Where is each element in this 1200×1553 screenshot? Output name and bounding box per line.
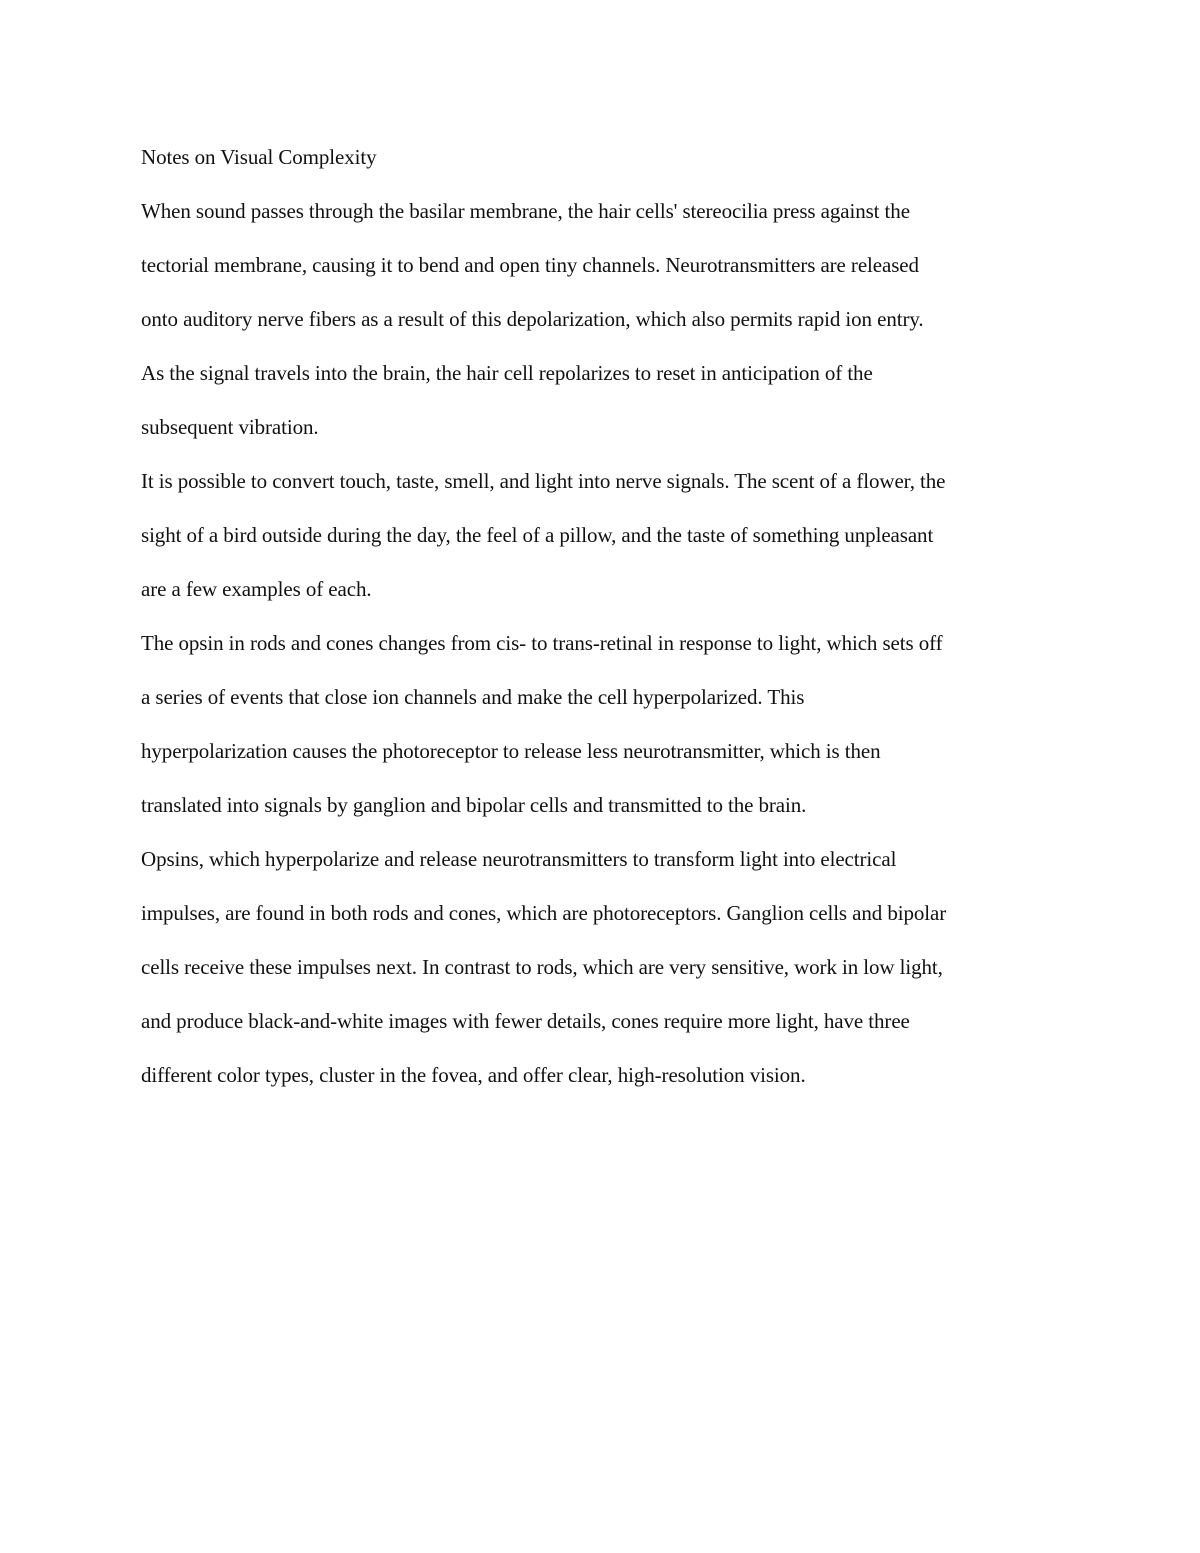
text-line: subsequent vibration. [141,415,319,439]
text-line: tectorial membrane, causing it to bend and open tiny channels. Neurotransmitters are released [141,253,919,277]
document-body [141,130,1066,1102]
text-line: different color types, cluster in the fovea, and offer clear, high-resolution vision. [141,1063,806,1087]
text-line: are a few examples of each. [141,577,372,601]
document-title: Notes on Visual Complexity [141,145,377,169]
text-line: It is possible to convert touch, taste, smell, and light into nerve signals. The scent of a flower, the [141,469,946,493]
text-line: The opsin in rods and cones changes from cis- to trans-retinal in response to light, which sets off [141,631,943,655]
text-line: impulses, are found in both rods and cones, which are photoreceptors. Ganglion cells and bipolar [141,901,947,925]
text-line: cells receive these impulses next. In contrast to rods, which are very sensitive, work in low light, [141,955,943,979]
paragraph-4 [141,832,1066,1102]
text-line: When sound passes through the basilar membrane, the hair cells' stereocilia press against the [141,199,910,223]
paragraph-2 [141,454,1066,616]
paragraph-3 [141,616,1066,832]
text-line: sight of a bird outside during the day, the feel of a pillow, and the taste of something unpleasant [141,523,934,547]
text-line: Opsins, which hyperpolarize and release neurotransmitters to transform light into electrical [141,847,897,871]
text-line: translated into signals by ganglion and bipolar cells and transmitted to the brain. [141,793,807,817]
text-line: and produce black-and-white images with fewer details, cones require more light, have three [141,1009,910,1033]
text-line: As the signal travels into the brain, the hair cell repolarizes to reset in anticipation of the [141,361,873,385]
text-line: a series of events that close ion channels and make the cell hyperpolarized. This [141,685,805,709]
paragraph-1 [141,184,1066,454]
text-line: hyperpolarization causes the photoreceptor to release less neurotransmitter, which is then [141,739,881,763]
text-line: onto auditory nerve fibers as a result of this depolarization, which also permits rapid ion entry. [141,307,924,331]
